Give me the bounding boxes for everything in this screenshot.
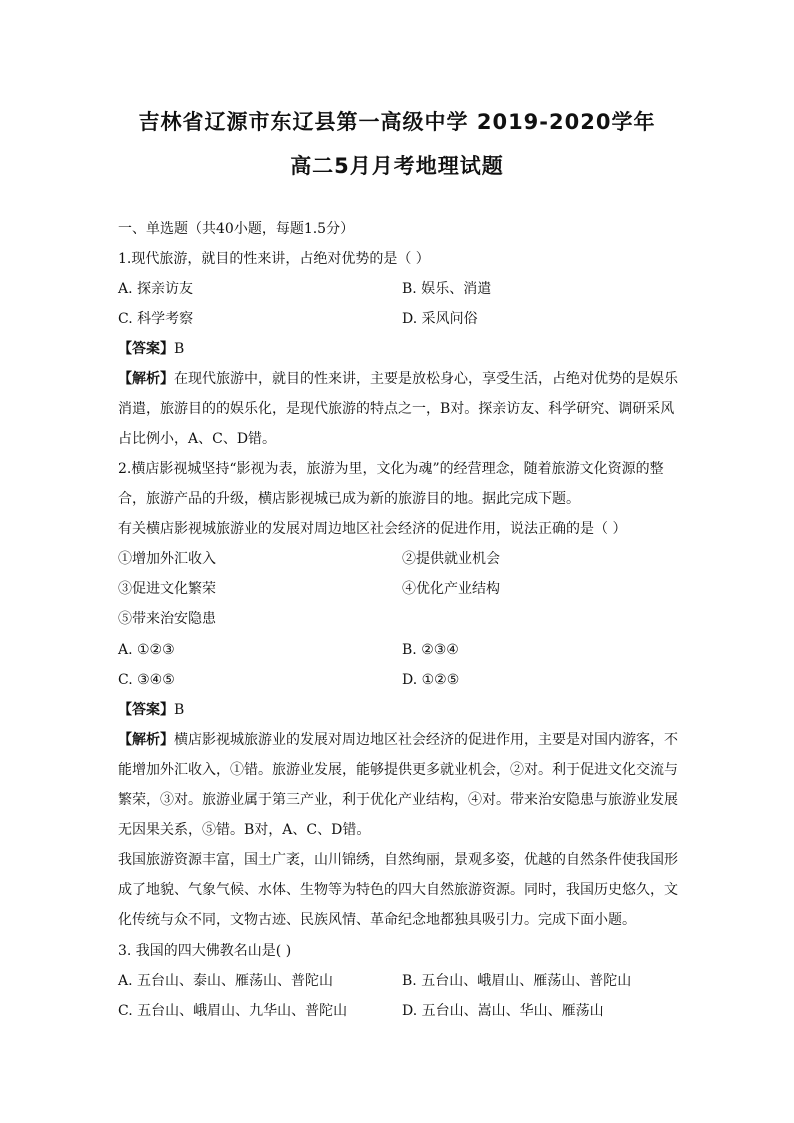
- q2-option-d: D. ①②⑤: [402, 672, 460, 688]
- q2-stem: 有关横店影视城旅游业的发展对周边地区社会经济的促进作用，说法正确的是（ ）: [118, 521, 627, 537]
- q2-intro-line: 2.横店影视城坚持“影视为表，旅游为里，文化为魂”的经营理念，随着旅游文化资源的整: [118, 461, 664, 477]
- answer-value: B: [174, 702, 185, 718]
- q2-analysis-line: 繁荣，③对。旅游业属于第三产业，利于优化产业结构，④对。带来治安隐患与旅游业发展: [118, 792, 678, 808]
- exam-title-line1: 吉林省辽源市东辽县第一高级中学 2019-2020学年: [138, 110, 656, 134]
- q2-option-c: C. ③④⑤: [118, 672, 175, 688]
- q1-option-a: A. 探亲访友: [118, 281, 194, 297]
- q1-option-b: B. 娱乐、消遣: [402, 281, 492, 297]
- q3-intro-line: 成了地貌、气象气候、水体、生物等为特色的四大自然旅游资源。同时，我国历史悠久，文: [118, 882, 678, 898]
- analysis-label: 【解析】: [118, 371, 174, 387]
- q2-analysis-line: 能增加外汇收入，①错。旅游业发展，能够提供更多就业机会，②对。利于促进文化交流与: [118, 762, 678, 778]
- q2-answer: [118, 701, 688, 719]
- q1-analysis-line: 占比例小，A、C、D错。: [118, 431, 277, 447]
- answer-value: B: [174, 341, 185, 357]
- analysis-text: 横店影视城旅游业的发展对周边地区社会经济的促进作用，主要是对国内游客，不: [174, 732, 678, 748]
- analysis-text: 在现代旅游中，就目的性来讲，主要是放松身心，享受生活，占绝对优势的是娱乐: [174, 371, 678, 387]
- q1-analysis-line: 消遣，旅游目的的娱乐化，是现代旅游的特点之一，B对。探亲访友、科学研究、调研采风: [118, 401, 675, 417]
- q3-option-b: B. 五台山、峨眉山、雁荡山、普陀山: [402, 973, 632, 989]
- q3-option-d: D. 五台山、嵩山、华山、雁荡山: [402, 1003, 604, 1019]
- q2-analysis-line: [118, 731, 688, 749]
- exam-title-line2: 高二5月月考地理试题: [290, 154, 504, 178]
- q1-answer: [118, 340, 688, 358]
- q3-stem: 3. 我国的四大佛教名山是( ): [118, 943, 292, 959]
- q1-option-d: D. 采风问俗: [402, 311, 478, 327]
- q2-statement-4: ④优化产业结构: [402, 581, 500, 597]
- q1-stem: 1.现代旅游，就目的性来讲，占绝对优势的是（ ）: [118, 251, 430, 267]
- section-header: 一、单选题（共40小题，每题1.5分）: [118, 221, 355, 237]
- q3-option-c: C. 五台山、峨眉山、九华山、普陀山: [118, 1003, 348, 1019]
- q2-statement-5: ⑤带来治安隐患: [118, 611, 216, 627]
- q2-option-b: B. ②③④: [402, 642, 459, 658]
- q3-intro-line: 我国旅游资源丰富，国土广袤，山川锦绣，自然绚丽，景观多姿，优越的自然条件使我国形: [118, 852, 678, 868]
- q3-intro-line: 化传统与众不同，文物古迹、民族风情、革命纪念地都独具吸引力。完成下面小题。: [118, 912, 636, 928]
- q2-statement-1: ①增加外汇收入: [118, 551, 216, 567]
- q2-analysis-line: 无因果关系，⑤错。B对，A、C、D错。: [118, 822, 371, 838]
- q1-option-c: C. 科学考察: [118, 311, 194, 327]
- q2-option-a: A. ①②③: [118, 642, 175, 658]
- q2-statement-2: ②提供就业机会: [402, 551, 500, 567]
- analysis-label: 【解析】: [118, 732, 174, 748]
- answer-label: 【答案】: [118, 341, 174, 357]
- q3-option-a: A. 五台山、泰山、雁荡山、普陀山: [118, 973, 334, 989]
- q1-analysis-line: [118, 370, 688, 388]
- q2-intro-line: 合，旅游产品的升级，横店影视城已成为新的旅游目的地。据此完成下题。: [118, 491, 580, 507]
- answer-label: 【答案】: [118, 702, 174, 718]
- q2-statement-3: ③促进文化繁荣: [118, 581, 216, 597]
